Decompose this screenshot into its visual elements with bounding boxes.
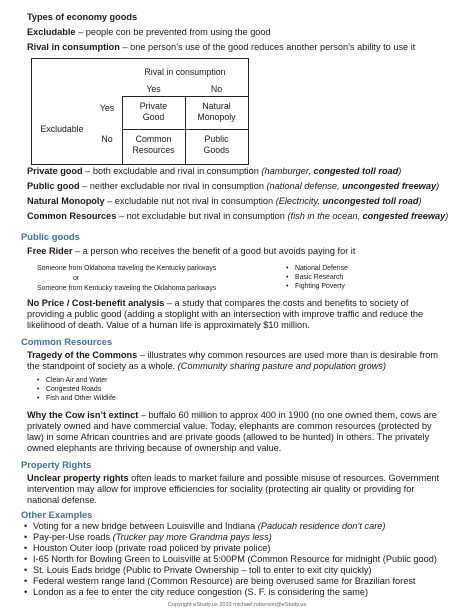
cell-natural-monopoly-line1: Natural (202, 101, 231, 111)
free-rider-example-1: Someone from Oklahoma traveling the Kentucky parkways (37, 265, 217, 272)
excludable-term: Excludable (27, 27, 76, 37)
tragedy-term: Tragedy of the Commons (27, 350, 138, 360)
cell-common-resources (122, 134, 185, 155)
rival-text: – one person’s use of the good reduces another person’s ability to use it (119, 42, 416, 52)
item-text: London as a fee to enter the city reduce congestion (S. F. is considering the same) (33, 587, 369, 597)
cell-public-goods-line2: Goods (203, 144, 230, 155)
common-resources-line (27, 211, 448, 222)
table-col-header: Rival in consumption (144, 67, 226, 77)
free-rider-example-2: Someone from Kentucky traveling the Oklahoma parkways (37, 285, 217, 292)
cell-natural-monopoly-line2: Monopoly (197, 111, 236, 122)
cost-benefit-text: – a study that compares the costs and benefits to society of providing a public good (adding a stoplight with an intersection with improve traffic and reduce the likelihood of death. Value of a human life is approximately $10 million. (27, 298, 424, 330)
private-good-example-end: ) (398, 166, 402, 176)
cow-term: Why the Cow isn’t extinct (27, 410, 139, 420)
property-rights-text: often leads to market failure and possible misuse of resources. Government intervention may allow for improve efficiencies for sociality (protecting air quality or providing for national defense. (27, 473, 440, 505)
cow-text: – buffalo 60 million to approx 400 in 1900 (no one owned them, cows are privately owned and have commercial value. Today, elephants are common resources (protected by law) in some African countries and are private goods (allowed to be hunted) in others. The privately owned elephants are thriving because of ownership and value. (27, 410, 437, 453)
list-item: • Congested Roads (37, 385, 116, 394)
tragedy-text: – illustrates why common resources are used more than is desirable from the standpoint of society as a whole. (27, 350, 439, 371)
private-good-example: (hamburger, (261, 166, 314, 176)
rival-term: Rival in consumption (27, 42, 120, 52)
public-good-example-bold: uncongested freeway (342, 181, 437, 191)
common-resources-term: Common Resources (27, 211, 117, 221)
private-good-text: – both excludable and rival in consumption (82, 166, 262, 176)
cell-public-goods (185, 134, 248, 155)
other-examples-list (24, 521, 464, 598)
rival-definition (27, 42, 415, 53)
public-good-example: (national defense, (266, 181, 343, 191)
natural-monopoly-line (27, 196, 422, 207)
excludable-definition (27, 27, 271, 38)
cell-private-good-line2: Good (142, 111, 165, 122)
cow-paragraph (27, 410, 447, 454)
tragedy-paragraph (27, 350, 447, 372)
private-good-example-bold: congested toll road (313, 166, 399, 176)
list-item (24, 554, 464, 565)
property-rights-heading: Property Rights (21, 459, 92, 470)
list-item (24, 543, 464, 554)
item-text: Voting for a new bridge between Louisville and Indiana (33, 521, 258, 531)
free-rider-line (27, 246, 355, 257)
common-resources-example-end: ) (445, 211, 449, 221)
list-item: • Basic Research (286, 273, 348, 282)
cell-private-good (122, 101, 185, 122)
table-col-yes: Yes (146, 84, 161, 94)
table-row-no: No (101, 134, 113, 144)
common-resources-heading: Common Resources (21, 336, 113, 347)
list-item: • National Defense (286, 264, 348, 273)
page-title: Types of economy goods (27, 12, 138, 22)
natural-monopoly-term: Natural Monopoly (27, 196, 105, 206)
excludable-text: – people con be prevented from using the good (75, 27, 271, 37)
table-col-no: No (210, 84, 223, 94)
item-text: St. Louis Eads bridge (Public to Private Ownership – toll to enter to exit city quickly) (33, 565, 372, 575)
list-item (24, 521, 464, 532)
private-good-term: Private good (27, 166, 83, 176)
cell-common-resources-line1: Common (135, 134, 172, 144)
other-examples-heading: Other Examples (21, 509, 93, 520)
common-resources-example: (fish in the ocean, (287, 211, 363, 221)
property-rights-term: Unclear property rights (27, 473, 129, 483)
item-text: Federal western range land (Common Resource) are being overused same for Brazilian forest (33, 576, 416, 586)
list-item (24, 576, 464, 587)
public-good-text: – neither excludable nor rival in consumption (79, 181, 267, 191)
public-goods-bullets (286, 264, 348, 291)
cell-private-good-line1: Private (139, 101, 168, 111)
free-rider-or: or (73, 275, 80, 282)
public-good-term: Public good (27, 181, 80, 191)
cost-benefit-term: No Price / Cost-benefit analysis (27, 298, 165, 308)
list-item: • Clean Air and Water (37, 376, 116, 385)
common-resources-example-bold: congested freeway (362, 211, 446, 221)
item-italic: (Trucker pay more Grandma pays less) (112, 532, 272, 542)
public-good-line (27, 181, 439, 192)
free-rider-text: – a person who receives the benefit of a good but avoids paying for it (72, 246, 356, 256)
item-text: Pay-per-Use roads (33, 532, 113, 542)
natural-monopoly-example-bold: uncongested toll road (322, 196, 419, 206)
property-rights-paragraph (27, 473, 447, 506)
tragedy-example: (Community sharing pasture and population grows) (177, 361, 387, 371)
cell-common-resources-line2: Resources (132, 144, 175, 155)
list-item: • Fish and Other Wildlife (37, 394, 116, 403)
natural-monopoly-example-end: ) (418, 196, 422, 206)
cell-natural-monopoly (185, 101, 248, 122)
common-resources-bullets (37, 376, 116, 403)
natural-monopoly-text: – excludable nut not rival in consumption (104, 196, 276, 206)
private-good-line (27, 166, 401, 177)
list-item (24, 587, 464, 598)
item-text: Houston Outer loop (private road policed by private police) (33, 543, 271, 553)
list-item (24, 565, 464, 576)
cell-public-goods-line1: Public (204, 134, 229, 144)
footer-copyright: Copyright eStudy.us 2010 michael.roberson@eStudy.us (167, 602, 307, 608)
common-resources-text: – not excludable but rival in consumption (116, 211, 288, 221)
natural-monopoly-example: (Electricity, (275, 196, 323, 206)
item-italic: (Paducah residence don’t care) (257, 521, 386, 531)
item-text: I-65 North for Bowling Green to Louisville at 5:00PM (Common Resource for midnight (Public good) (33, 554, 437, 564)
free-rider-term: Free Rider (27, 246, 73, 256)
public-good-example-end: ) (436, 181, 440, 191)
table-row-yes: Yes (99, 103, 115, 113)
cost-benefit-paragraph (27, 298, 447, 331)
list-item: • Fighting Poverty (286, 282, 348, 291)
table-row-header: Excludable (40, 124, 84, 134)
public-goods-heading: Public goods (21, 231, 80, 242)
list-item (24, 532, 464, 543)
